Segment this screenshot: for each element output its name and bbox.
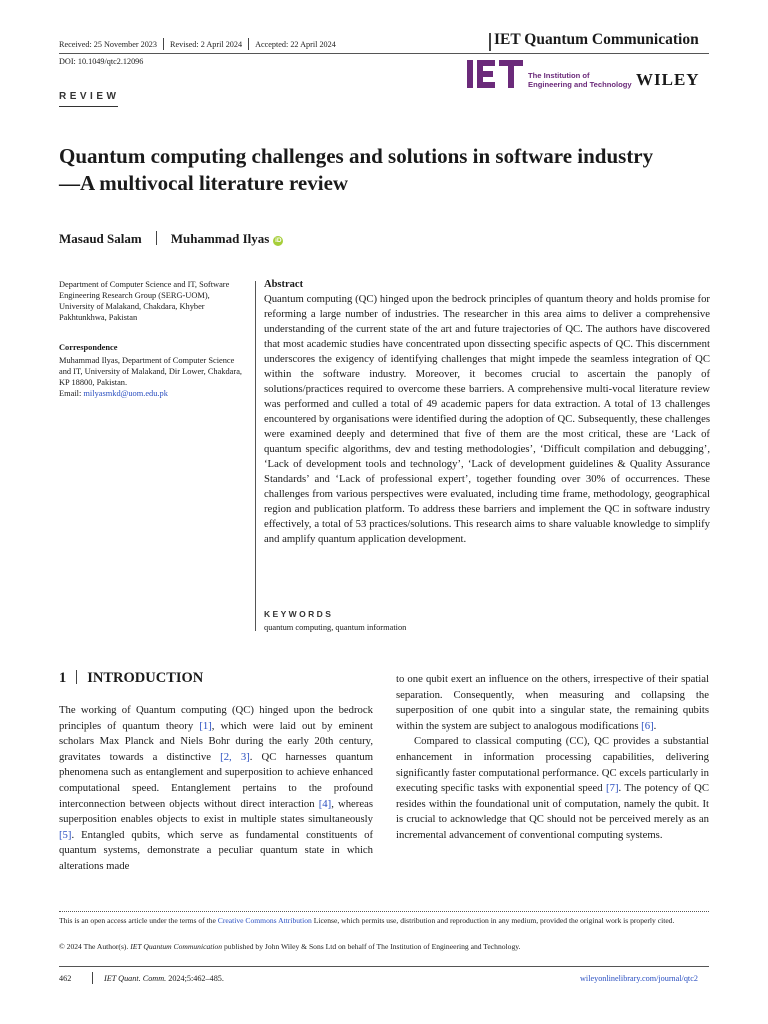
revised-date: Revised: 2 April 2024 — [170, 40, 243, 49]
divider — [156, 231, 157, 245]
abstract-text: Quantum computing (QC) hinged upon the bedrock principles of quantum theory and holds promise for reforming a large number of industries. The researcher in this area aims to deliver a comprehensive understanding of the current state of the art and future trajectories of QC. The authors have discovered that most academic studies have concentrated upon dissecting specific aspects of QC. This discernment underscores the exigency of identifying challenges that might impede the seamless integration of QC within the software industry. Moreover, it becomes crucial to ascertain the panoply of solutions/practices required to overcome these barriers. A comprehensive multi-vocal literature review was performed and culled a total of 49 academic papers for data extraction. A total of 13 challenges encountered by organisations were identified during the adoption of QC. Subsequently, these challenges were examined deeply and determined that five of them are the most critical, these are ‘Lack of quantum specific algorithms, dev and testing methodologies’, ‘Difficult compilation and debugging’, ‘Lack of development tools and technology’, ‘Lack of development guidelines & Quality Assurance Standards’ and ‘Lack of professional expert’, together founding over 30% of occurrences. These challenges from various perspectives were evaluated, including time frame, methodology, geographical region and publication platform. To address these barriers and implement the QC in software industry effectively, a total of 53 practices/solutions. This research aims to share valuable knowledge to simplify and amplify quantum application development. — [264, 293, 710, 545]
citation-link[interactable]: [4] — [318, 797, 332, 810]
text: © 2024 The Author(s). — [59, 942, 131, 951]
email-link[interactable]: milyasmkd@uom.edu.pk — [83, 389, 168, 398]
divider — [76, 670, 77, 684]
intro-column-left — [59, 703, 373, 875]
received-date: Received: 25 November 2023 — [59, 40, 157, 49]
divider — [489, 33, 491, 51]
text: License, which permits use, distribution and reproduction in any medium, provided the original work is properly cited. — [311, 916, 675, 925]
accepted-date: Accepted: 22 April 2024 — [255, 40, 336, 49]
text: to one qubit exert an influence on the others, irrespective of their spatial separation. Consequently, when measuring and collapsing the superposition of one qubit into a singular state, the remaining qubits within the system are subject to analogous modifications — [396, 673, 709, 732]
section-title: INTRODUCTION — [87, 670, 204, 686]
text: , whereas superposition enables objects to exist in multiple states simultaneously — [59, 797, 373, 826]
article-type: REVIEW — [59, 91, 120, 102]
text: Compared to classical computing (CC), QC provides a substantial enhancement in information processing capabilities, delivering significantly faster computational performance. QC excels particularly in executing specific tasks with exponential speed — [396, 735, 709, 795]
citation-line — [104, 974, 224, 983]
paragraph — [59, 703, 373, 875]
keywords: quantum computing, quantum information — [264, 623, 407, 632]
journal-abbrev: IET Quant. Comm. — [104, 974, 167, 983]
article-title: Quantum computing challenges and solutions in software industry—A multivocal literature review — [59, 144, 654, 195]
text: 2024;5:462–485. — [166, 974, 224, 983]
journal-url-link[interactable]: wileyonlinelibrary.com/journal/qtc2 — [580, 974, 698, 983]
text: , which were laid out by eminent scholars Max Planck and Niels Bohr during the early 20th century, gravitates towards a distinctive — [59, 719, 373, 763]
iet-name-line2: Engineering and Technology — [528, 80, 632, 89]
text: The working of Quantum computing (QC) hinged upon the bedrock principles of quantum theory — [59, 704, 373, 732]
doi: DOI: 10.1049/qtc2.12096 — [59, 57, 144, 66]
open-access-notice — [59, 916, 709, 926]
iet-logo-icon — [467, 60, 525, 88]
section-number: 1 — [59, 670, 67, 686]
column-divider — [255, 281, 256, 631]
orcid-icon[interactable]: iD — [275, 237, 282, 244]
journal-name: IET Quantum Communication — [494, 31, 699, 48]
intro-column-right — [396, 672, 709, 844]
text: . QC harnesses quantum phenomena such as entanglement and superposition to achieve enhanced computational speed. Entanglement pertains to the profound interconnection between objects without direct interaction — [59, 750, 374, 810]
license-link[interactable]: Creative Commons Attribution — [217, 916, 312, 925]
citation-link[interactable]: [1] — [199, 719, 212, 732]
iet-name — [528, 71, 632, 89]
section-heading — [59, 670, 203, 687]
article-type-rule — [59, 106, 118, 107]
citation-link[interactable]: [6] — [641, 719, 654, 732]
journal-name: IET Quantum Communication — [130, 942, 223, 951]
abstract-heading: Abstract — [264, 279, 304, 290]
wiley-logo: WILEY — [636, 70, 700, 89]
email-label: Email: — [59, 389, 84, 398]
page-number: 462 — [59, 974, 72, 983]
citation-link[interactable]: [2, 3] — [220, 750, 250, 763]
divider — [92, 972, 93, 984]
correspondence-heading: Correspondence — [59, 343, 118, 352]
header-rule — [59, 53, 709, 54]
copyright-notice — [59, 942, 709, 952]
divider — [248, 38, 249, 50]
footer-rule — [59, 966, 709, 967]
text: . Entangled qubits, which serve as fundamental constituents of quantum systems, demonstrate a peculiar quantum state in which alterations made — [59, 828, 373, 872]
author-name[interactable]: Masaud Salam — [59, 231, 142, 246]
publication-dates — [59, 38, 336, 50]
correspondence — [59, 355, 247, 399]
citation-link[interactable]: [5] — [59, 828, 72, 841]
paragraph — [396, 734, 709, 843]
footnote-rule — [59, 911, 709, 912]
divider — [163, 38, 164, 50]
text: . — [653, 719, 657, 732]
author-list — [59, 231, 283, 247]
correspondence-address: Muhammad Ilyas, Department of Computer Science and IT, University of Malakand, Dir Lower, Chakdara, KP 18800, Pakistan. — [59, 356, 243, 387]
iet-name-line1: The Institution of — [528, 71, 590, 80]
keywords-heading: KEYWORDS — [264, 609, 334, 619]
citation-link[interactable]: [7] — [606, 782, 619, 795]
text: published by John Wiley & Sons Ltd on behalf of The Institution of Engineering and Technology. — [222, 942, 521, 951]
author-name[interactable]: Muhammad Ilyas — [170, 231, 270, 246]
paragraph — [396, 672, 709, 734]
text: This is an open access article under the terms of the — [59, 916, 218, 925]
affiliation: Department of Computer Science and IT, Software Engineering Research Group (SERG-UOM), University of Malakand, Chakdara, Khyber Pakhtunkhwa, Pakistan — [59, 280, 230, 322]
text: . The potency of QC resides within the foundational unit of computation, namely the qubit. It is crucial to acknowledge that QC should not be perceived merely as an incremental advancement of conventional computing systems. — [396, 782, 709, 841]
